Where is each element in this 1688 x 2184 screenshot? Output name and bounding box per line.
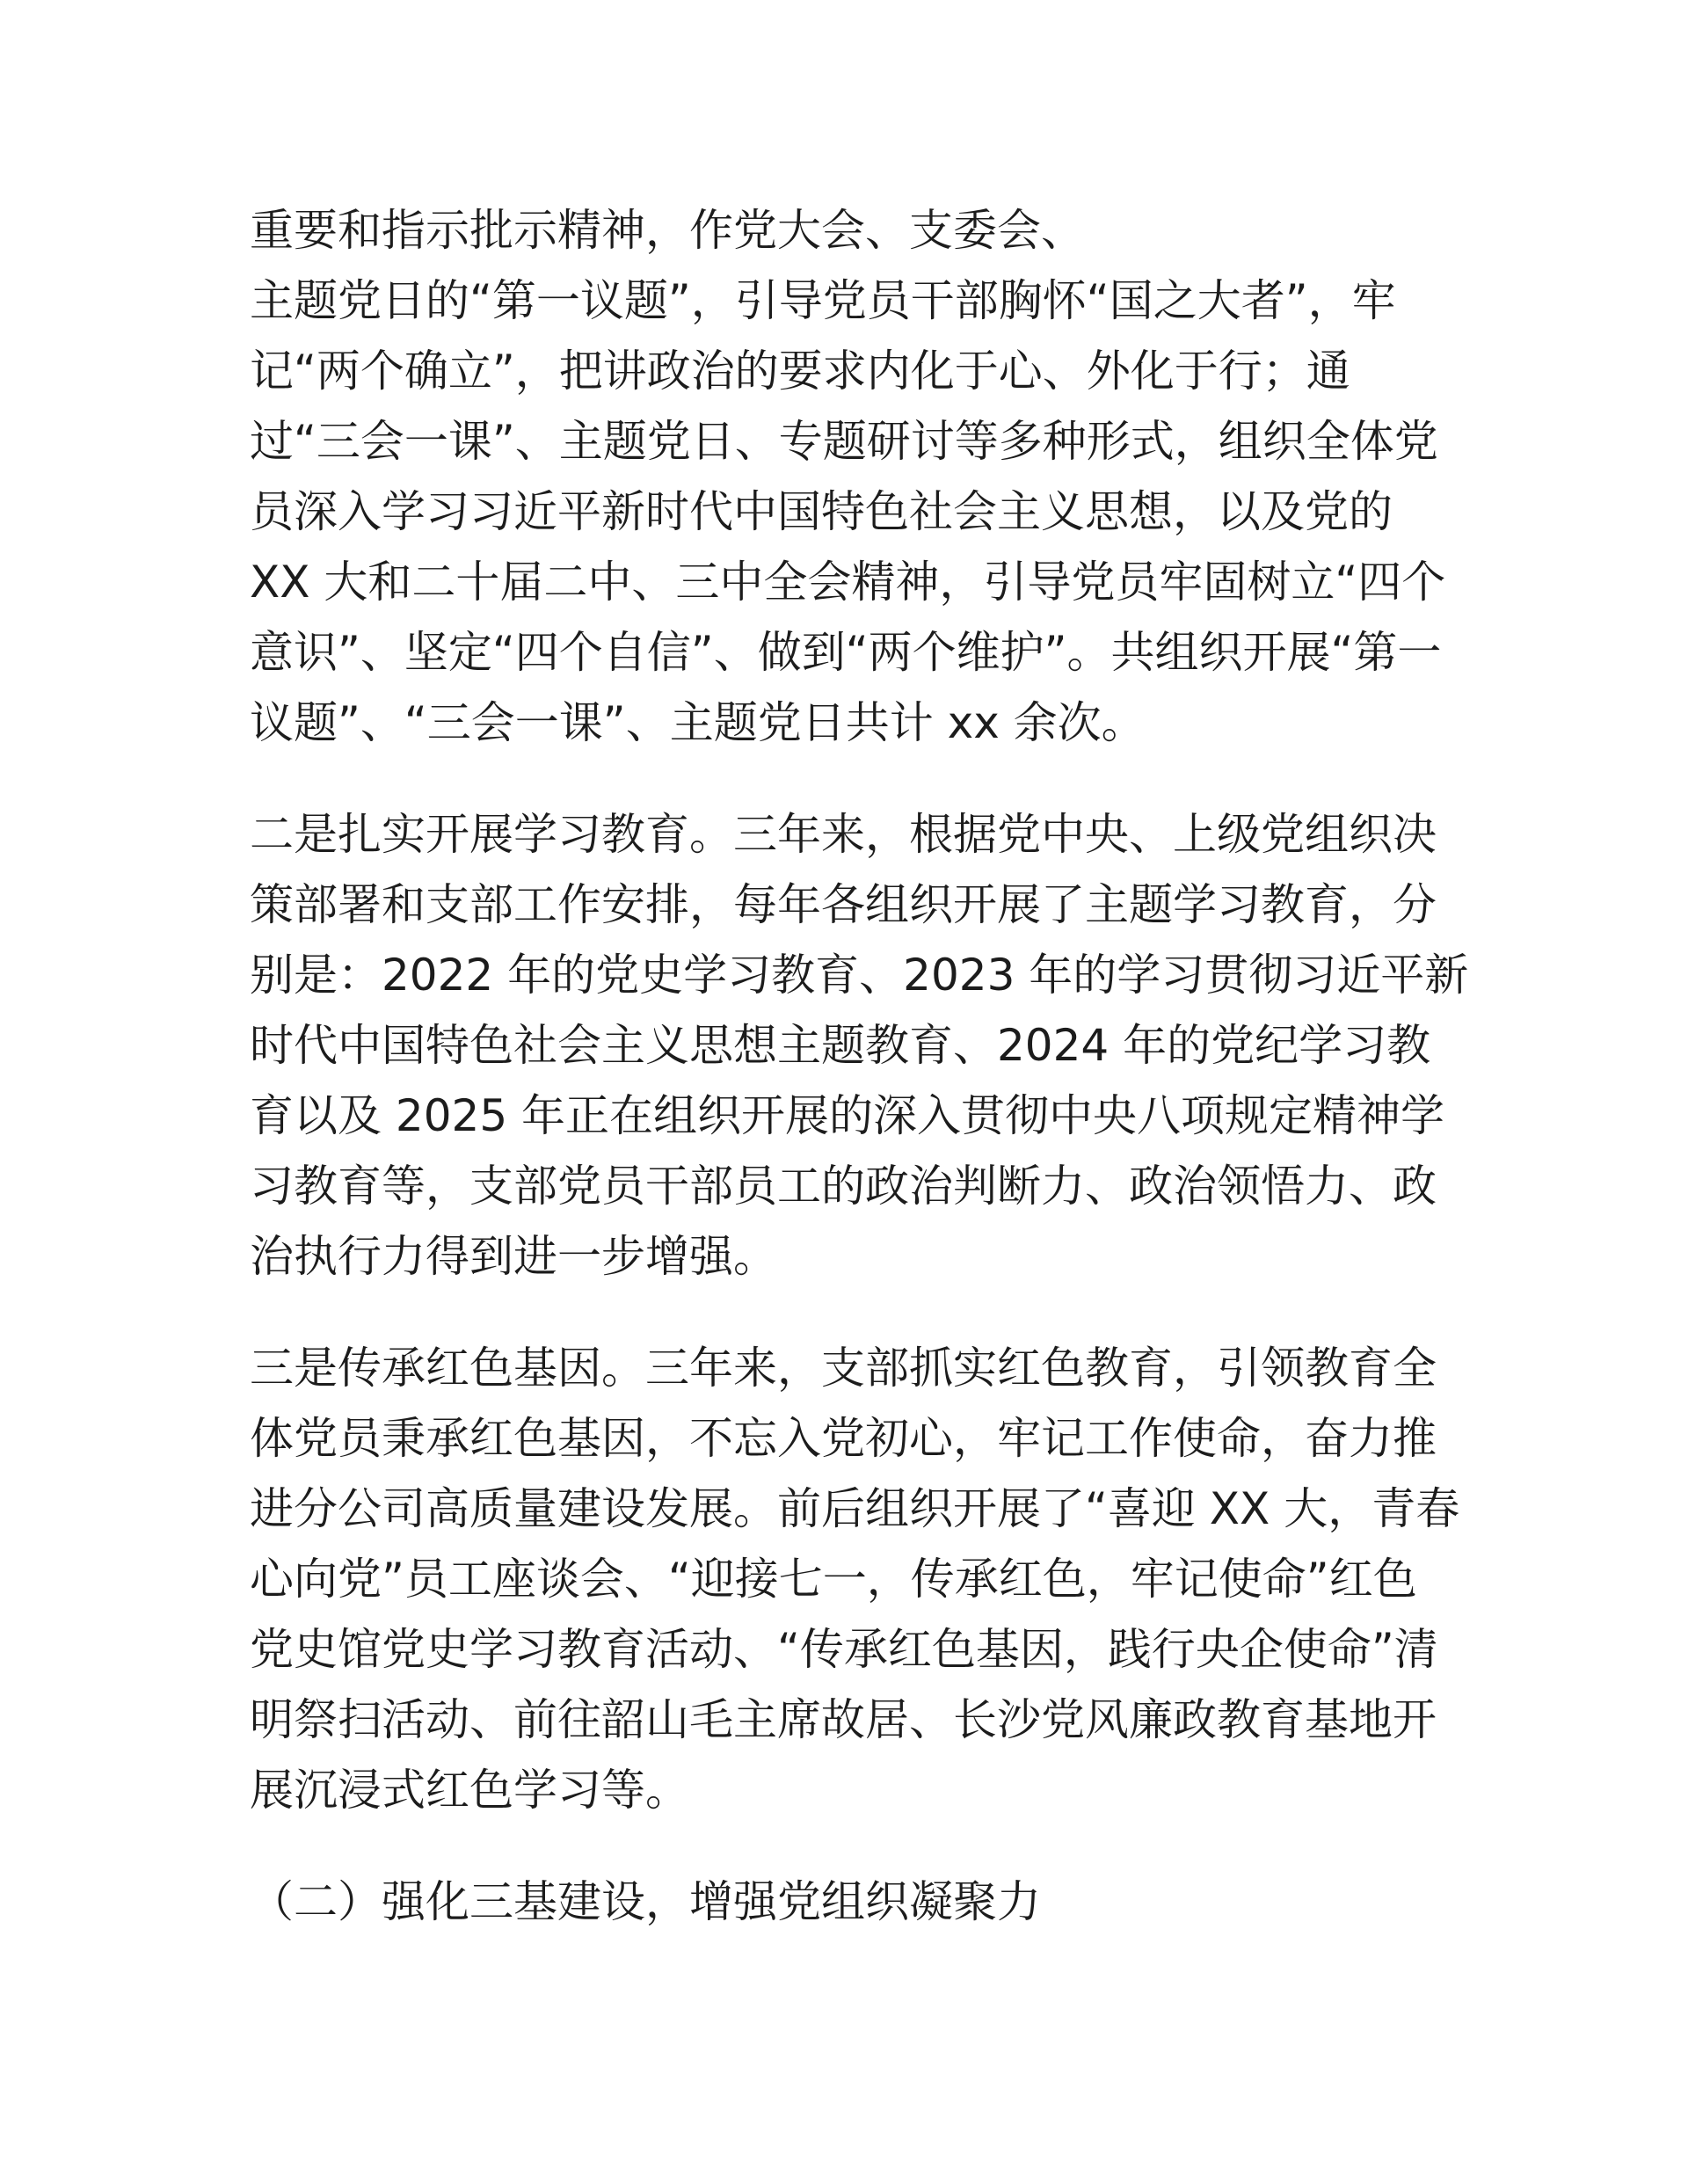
text-line: 习教育等，支部党员干部员工的政治判断力、政治领悟力、政	[250, 1161, 1437, 1212]
text-line: 过“三会一课”、主题党日、专题研讨等多种形式，组织全体党	[250, 416, 1438, 467]
paragraph-red-gene	[250, 1333, 1460, 1825]
text-line: 重要和指示批示精神，作党大会、支委会、	[250, 205, 1085, 256]
document-body	[250, 195, 1469, 1937]
text-line: 展沉浸式红色学习等。	[250, 1765, 689, 1816]
paragraph-spacer	[250, 1825, 1445, 1867]
paragraph-first-topic	[250, 195, 1445, 758]
text-line: 二是扎实开展学习教育。三年来，根据党中央、上级党组织决	[250, 809, 1437, 860]
text-line: 育以及 2025 年正在组织开展的深入贯彻中央八项规定精神学	[250, 1090, 1445, 1141]
text-line: 进分公司高质量建设发展。前后组织开展了“喜迎 XX 大，青春	[250, 1483, 1460, 1534]
text-line: 明祭扫活动、前往韶山毛主席故居、长沙党风廉政教育基地开	[250, 1694, 1437, 1745]
text-line: 意识”、坚定“四个自信”、做到“两个维护”。共组织开展“第一	[250, 627, 1442, 678]
text-line: 议题”、“三会一课”、主题党日共计 xx 余次。	[250, 697, 1146, 748]
text-line: 时代中国特色社会主义思想主题教育、2024 年的党纪学习教	[250, 1020, 1431, 1071]
paragraph-study-education	[250, 799, 1469, 1292]
paragraph-spacer	[250, 758, 1445, 799]
text-line: 策部署和支部工作安排，每年各组织开展了主题学习教育，分	[250, 879, 1437, 930]
text-line: 治执行力得到进一步增强。	[250, 1231, 777, 1282]
text-line: 三是传承红色基因。三年来，支部抓实红色教育，引领教育全	[250, 1343, 1437, 1394]
text-line: 心向党”员工座谈会、“迎接七一，传承红色，牢记使命”红色	[250, 1554, 1417, 1605]
text-line: 别是：2022 年的党史学习教育、2023 年的学习贯彻习近平新	[250, 950, 1469, 1001]
section-heading: （二）强化三基建设，增强党组织凝聚力	[250, 1876, 1041, 1927]
text-line: 体党员秉承红色基因，不忘入党初心，牢记工作使命，奋力推	[250, 1413, 1437, 1464]
text-line: 党史馆党史学习教育活动、“传承红色基因，践行央企使命”清	[250, 1624, 1438, 1675]
text-line: 员深入学习习近平新时代中国特色社会主义思想，以及党的	[250, 486, 1393, 537]
paragraph-spacer	[250, 1292, 1445, 1333]
text-line: 主题党日的“第一议题”，引导党员干部胸怀“国之大者”，牢	[250, 275, 1396, 326]
text-line: XX 大和二十届二中、三中全会精神，引导党员牢固树立“四个	[250, 557, 1446, 608]
text-line: 记“两个确立”，把讲政治的要求内化于心、外化于行；通	[250, 346, 1350, 397]
